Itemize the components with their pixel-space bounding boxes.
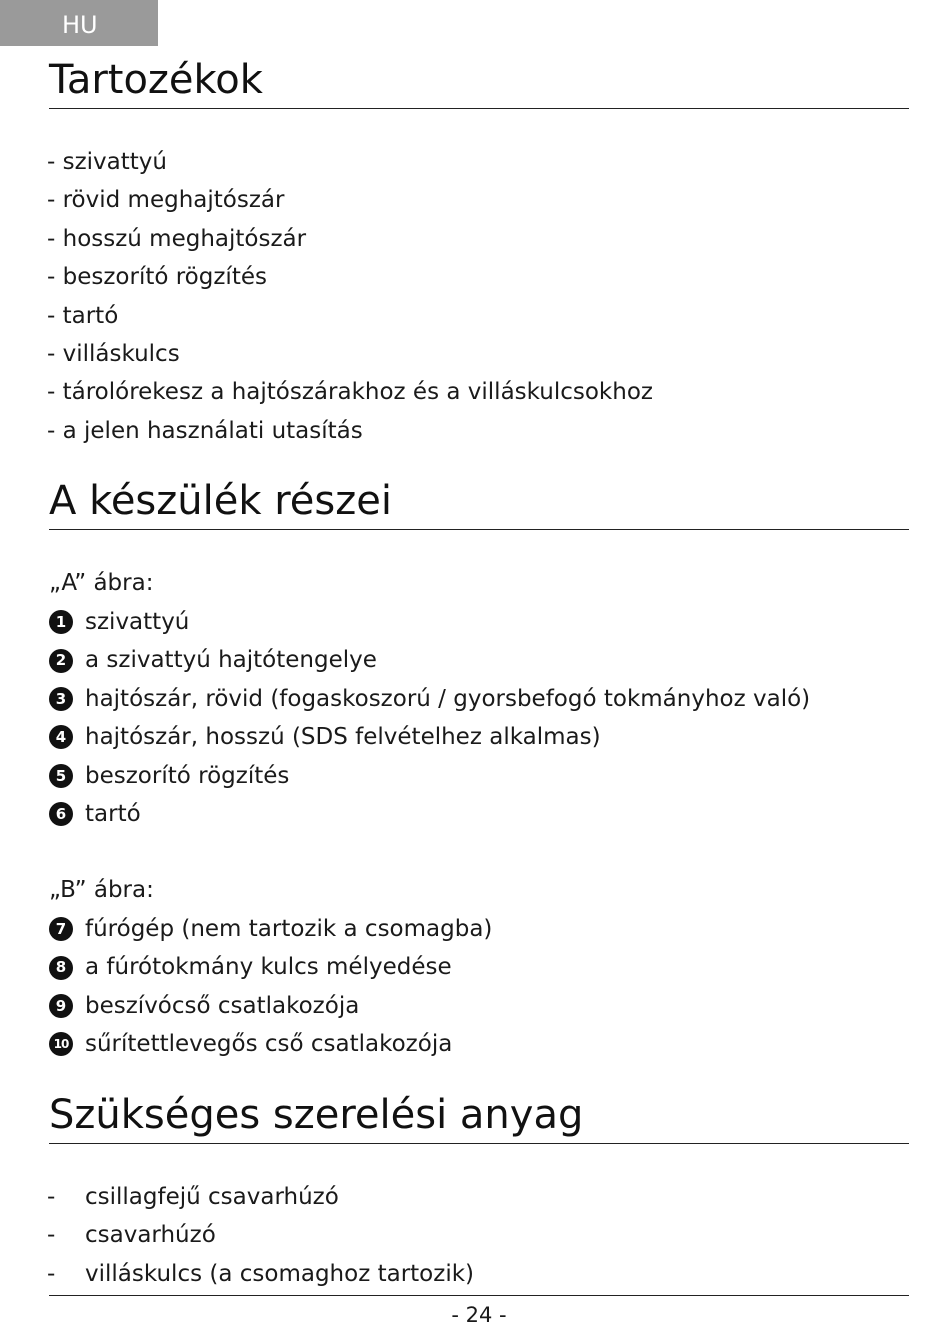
- list-item: - hosszú meghajtószár: [47, 225, 307, 252]
- tool-label: villáskulcs (a csomaghoz tartozik): [85, 1260, 475, 1287]
- part-label: szivattyú: [85, 609, 190, 635]
- list-item: - tartó: [47, 302, 119, 329]
- accessories-list: [47, 143, 653, 450]
- required-tools-list: [47, 1178, 474, 1293]
- part-item: [49, 1025, 492, 1063]
- list-item: - rövid meghajtószár: [47, 187, 285, 214]
- part-label: hajtószár, rövid (fogaskoszorú / gyorsbefogó tokmányhoz való): [85, 685, 811, 712]
- part-item: [49, 641, 810, 679]
- part-number-badge: 6: [49, 802, 73, 826]
- part-label: beszívócső csatlakozója: [85, 992, 360, 1019]
- device-parts-heading: A készülék részei: [49, 478, 392, 524]
- part-item: [49, 718, 810, 756]
- list-item: [47, 1216, 474, 1254]
- device-parts-divider: [49, 529, 909, 530]
- page-number: - 24 -: [451, 1303, 507, 1327]
- tool-label: csillagfejű csavarhúzó: [85, 1184, 339, 1210]
- accessories-heading: Tartozékok: [49, 57, 263, 103]
- list-item: - beszorító rögzítés: [47, 264, 267, 291]
- part-item: [49, 987, 492, 1025]
- list-item: - a jelen használati utasítás: [47, 417, 363, 444]
- list-item: [47, 1178, 474, 1216]
- part-item: [49, 948, 492, 986]
- part-number-badge: 1: [49, 610, 73, 634]
- figure-a-label: „A” ábra:: [49, 570, 154, 596]
- part-number-badge: 7: [49, 917, 73, 941]
- list-item: - villáskulcs: [47, 340, 180, 367]
- part-item: [49, 795, 810, 833]
- part-item: [49, 680, 810, 718]
- list-bullet: -: [47, 1260, 56, 1287]
- part-label: a fúrótokmány kulcs mélyedése: [85, 954, 452, 981]
- list-item: - tárolórekesz a hajtószárakhoz és a villáskulcsokhoz: [47, 379, 653, 406]
- part-label: tartó: [85, 800, 141, 827]
- figure-a-parts-list: [49, 603, 810, 833]
- language-tab: HU: [0, 0, 158, 46]
- part-number-badge: 8: [49, 956, 73, 980]
- part-number-badge: 3: [49, 687, 73, 711]
- list-bullet: -: [47, 1184, 56, 1210]
- list-item: [47, 1255, 474, 1293]
- part-label: a szivattyú hajtótengelye: [85, 647, 377, 674]
- part-number-badge: 2: [49, 649, 73, 673]
- footer-divider: [49, 1295, 909, 1296]
- part-label: sűrítettlevegős cső csatlakozója: [85, 1031, 453, 1058]
- part-number-badge: 5: [49, 764, 73, 788]
- list-item: - szivattyú: [47, 149, 167, 175]
- figure-b-label: „B” ábra:: [49, 877, 154, 903]
- part-item: [49, 910, 492, 948]
- part-label: beszorító rögzítés: [85, 762, 290, 789]
- part-number-badge: 9: [49, 994, 73, 1018]
- part-label: fúrógép (nem tartozik a csomagba): [85, 916, 493, 942]
- part-item: [49, 757, 810, 795]
- part-label: hajtószár, hosszú (SDS felvételhez alkalmas): [85, 724, 601, 751]
- part-item: [49, 603, 810, 641]
- part-number-badge: 4: [49, 725, 73, 749]
- figure-b-parts-list: [49, 910, 492, 1064]
- required-tools-heading: Szükséges szerelési anyag: [49, 1092, 584, 1138]
- required-tools-divider: [49, 1143, 909, 1144]
- list-bullet: -: [47, 1222, 56, 1249]
- part-number-badge: 10: [49, 1032, 73, 1056]
- accessories-divider: [49, 108, 909, 109]
- tool-label: csavarhúzó: [85, 1222, 216, 1249]
